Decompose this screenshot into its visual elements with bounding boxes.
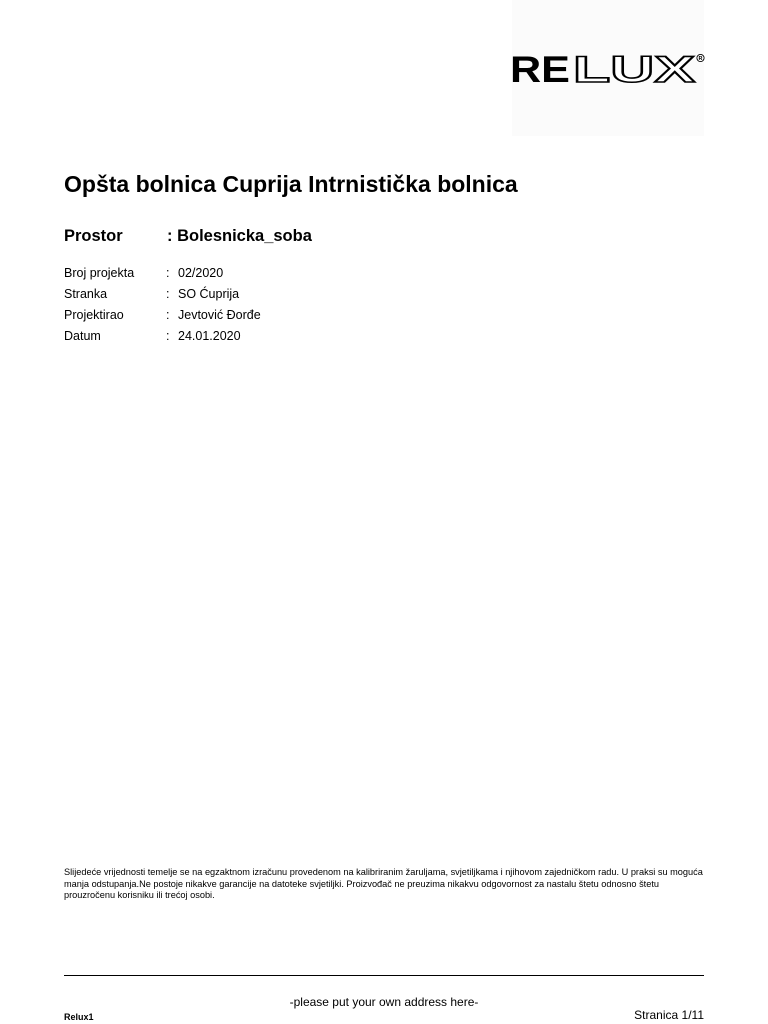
svg-text:R: R [698, 56, 703, 63]
svg-text:RE: RE [510, 50, 570, 86]
info-separator: : [166, 308, 170, 322]
footer-software-label: Relux1 [64, 1012, 94, 1022]
room-label: Prostor [64, 227, 123, 245]
room-value: : Bolesnicka_soba [167, 227, 312, 245]
info-value: 24.01.2020 [178, 329, 241, 343]
info-separator: : [166, 287, 170, 301]
info-label: Datum [64, 329, 101, 343]
info-separator: : [166, 329, 170, 343]
disclaimer-text: Slijedeće vrijednosti temelje se na egzaktnom izračunu provedenom na kalibriranim žaruljama, svjetiljkama i njihovom zajedničkom radu. U praksi su moguća manja odstupanja.Ne postoje nikakve garancije na datoteke svjetiljki. Proizvođač ne preuzima nikakvu odgovornost za nastalu štetu odnosno štetu prouzročenu korisniku ili trećoj osobi. [64, 867, 703, 901]
info-label: Stranka [64, 287, 108, 301]
info-value: Jevtović Đorđe [178, 308, 261, 322]
footer-divider [64, 975, 704, 976]
info-separator: : [166, 266, 170, 280]
document-title: Opšta bolnica Cuprija Intrnistička bolnica [64, 171, 518, 197]
info-value: 02/2020 [178, 266, 224, 280]
footer-address: -please put your own address here- [289, 995, 479, 1009]
svg-text:LUX: LUX [573, 50, 696, 86]
info-label: Projektirao [64, 308, 124, 322]
relux-logo [510, 50, 706, 86]
page-number: Stranica 1/11 [634, 1008, 704, 1022]
info-value: SO Ćuprija [178, 287, 240, 301]
info-label: Broj projekta [64, 266, 135, 280]
